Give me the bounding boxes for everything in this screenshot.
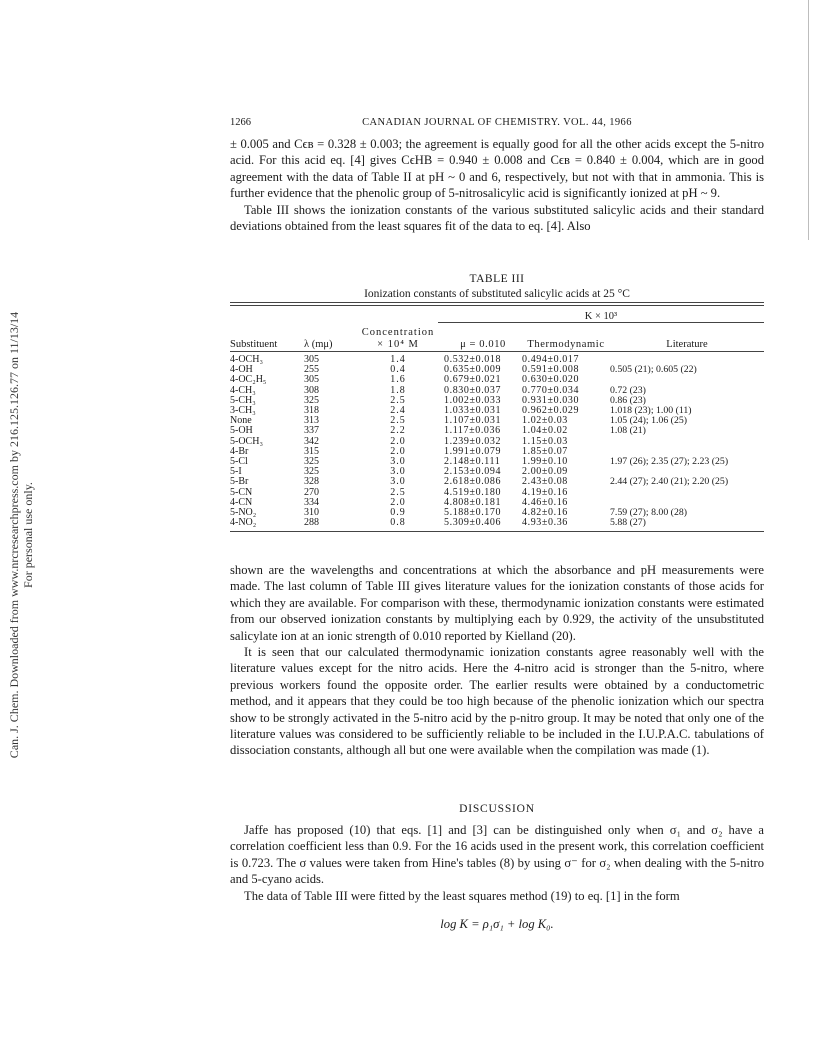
table-caption [230, 272, 764, 302]
cell-substituent: 5-NO₂ [230, 507, 257, 519]
cell-concentration: 1.6 [390, 374, 406, 386]
cell-thermodynamic: 0.931±0.030 [522, 394, 580, 406]
cell-thermodynamic: 1.04±0.02 [522, 425, 568, 437]
cell-literature: 5.88 (27) [610, 518, 764, 532]
cell-mu: 5.188±0.170 [444, 507, 502, 519]
cell-literature: 0.86 (23) [610, 394, 646, 406]
journal-title: CANADIAN JOURNAL OF CHEMISTRY. VOL. 44, 1966 [362, 117, 632, 128]
cell-substituent: 4-OC₂H₅ [230, 374, 267, 386]
cell-thermodynamic: 1.85±0.07 [522, 445, 568, 457]
cell-lambda: 328 [304, 476, 319, 488]
page-edge-line [808, 0, 809, 240]
cell-lambda: 255 [304, 364, 319, 376]
cell-thermodynamic: 0.591±0.008 [522, 364, 580, 376]
col-concentration [358, 323, 438, 352]
cell-substituent: 5-CH₃ [230, 394, 256, 406]
cell-substituent: 5-I [230, 466, 242, 478]
cell-substituent: 5-OCH₃ [230, 435, 263, 447]
watermark-line-1: Can. J. Chem. Downloaded from www.nrcresearchpress.com by 216.125.126.77 on 11/13/14 [7, 311, 21, 759]
cell-thermodynamic: 0.494±0.017 [522, 354, 580, 365]
cell-lambda: 270 [304, 486, 319, 498]
download-watermark [4, 270, 38, 800]
cell-literature: 1.97 (26); 2.35 (27); 2.23 (25) [610, 456, 729, 468]
cell-mu: 4.519±0.180 [444, 486, 502, 498]
cell-concentration: 3.0 [390, 466, 406, 478]
cell-mu: 2.153±0.094 [444, 466, 502, 478]
cell-substituent: 4-Br [230, 445, 249, 457]
cell-concentration: 3.0 [390, 456, 406, 468]
cell-lambda: 325 [304, 466, 319, 478]
cell-concentration: 1.8 [390, 384, 406, 396]
col-concentration-line1: Concentration [361, 327, 435, 338]
cell-thermodynamic: 0.962±0.029 [522, 405, 580, 417]
cell-substituent: 4-CH₃ [230, 384, 256, 396]
cell-lambda: 308 [304, 384, 319, 396]
cell-concentration: 2.4 [390, 405, 406, 417]
cell-mu: 1.991±0.079 [444, 445, 502, 457]
table-row [230, 518, 764, 532]
cell-literature [610, 488, 764, 498]
cell-concentration: 2.5 [390, 415, 406, 427]
paragraph: The data of Table III were fitted by the least squares method (19) to eq. [1] in the form [244, 888, 680, 903]
cell-substituent: 4-CN [230, 496, 253, 508]
page-number: 1266 [230, 117, 251, 128]
cell-concentration: 2.2 [390, 425, 406, 437]
cell-substituent: 5-CN [230, 486, 253, 498]
cell-mu: 1.002±0.033 [444, 394, 502, 406]
table-row [230, 352, 764, 366]
cell-thermodynamic: 2.43±0.08 [522, 476, 568, 488]
paragraph: Table III shows the ionization constants of the various substituted salicylic acids and their standard deviations obtained from the least squares fit of the data to eq. [4]. Also [230, 202, 764, 234]
paragraph: Jaffe has proposed (10) that eqs. [1] and [3] can be distinguished only when σ₁ and σ₂ have a correlation coefficient less than 0.9. For the 16 acids used in the present work, this correlation coefficient is 0.723. The σ values were taken from Hine's tables (8) by using σ⁻ for σ₂ when dealing with the 5-nitro and 5-cyano acids. [230, 823, 764, 887]
cell-mu: 1.117±0.036 [444, 425, 501, 437]
cell-mu: 5.309±0.406 [438, 518, 522, 532]
cell-lambda: 325 [304, 394, 319, 406]
cell-thermodynamic: 2.00±0.09 [522, 466, 568, 478]
cell-substituent: None [230, 415, 252, 427]
cell-literature: 1.08 (21) [610, 425, 646, 437]
cell-lambda: 315 [304, 445, 319, 457]
k-header: K × 10³ [438, 306, 764, 323]
cell-literature: 2.44 (27); 2.40 (21); 2.20 (25) [610, 476, 729, 488]
table-number: TABLE III [469, 273, 525, 285]
col-literature: Literature [610, 323, 764, 352]
cell-thermodynamic: 1.02±0.03 [522, 415, 568, 427]
cell-substituent: 5-OH [230, 425, 253, 437]
cell-mu: 1.033±0.031 [444, 405, 502, 417]
data-table [230, 306, 764, 532]
cell-concentration: 2.0 [390, 445, 406, 457]
cell-literature: 0.72 (23) [610, 384, 646, 396]
running-head-spacer [724, 117, 764, 128]
cell-literature: 0.505 (21); 0.605 (22) [610, 364, 697, 376]
cell-literature: 7.59 (27); 8.00 (28) [610, 507, 688, 519]
cell-thermodynamic: 0.770±0.034 [522, 384, 580, 396]
text-block-discussion [230, 822, 764, 904]
table-title: Ionization constants of substituted salicylic acids at 25 °C [364, 288, 630, 300]
cell-mu: 0.635±0.009 [444, 364, 502, 376]
paragraph: ± 0.005 and Cϵʙ = 0.328 ± 0.003; the agreement is equally good for all the other acids except the 5-nitro acid. For this acid eq. [4] gives CϵHB = 0.940 ± 0.008 and Cϵʙ = 0.840 ± 0.004, which are in good agreement with the data of Table II at pH ~ 0 and 6, respectively, but not with that in ammonia. This is further evidence that the phenolic group of 5-nitrosalicylic acid is significantly ionized at pH ~ 9. [230, 137, 764, 201]
paragraph: shown are the wavelengths and concentrations at which the absorbance and pH measurements were made. The last column of Table III gives literature values for the ionization constants of those acids for which they are available. For comparison with these, thermodynamic ionization constants were estimated from our observed ionization constants by multiplying each by 0.929, the activity of the unsubstituted salicylate ion at an ionic strength of 0.010 reported by Kielland (20). [230, 563, 764, 643]
watermark-line-2: For personal use only. [21, 482, 35, 588]
col-thermodynamic: Thermodynamic [522, 323, 610, 352]
cell-lambda: 288 [294, 518, 358, 532]
cell-literature [610, 352, 764, 366]
col-substituent: Substituent [230, 323, 294, 352]
cell-concentration: 3.0 [390, 476, 406, 488]
cell-concentration: 2.0 [390, 496, 406, 508]
cell-mu: 4.808±0.181 [444, 496, 502, 508]
cell-thermodynamic: 1.15±0.03 [522, 435, 568, 447]
cell-lambda: 318 [304, 405, 319, 417]
cell-mu: 2.618±0.086 [444, 476, 502, 488]
cell-substituent: 5-Br [230, 476, 249, 488]
cell-mu: 0.532±0.018 [444, 354, 502, 365]
cell-lambda: 342 [304, 435, 319, 447]
cell-thermodynamic: 4.93±0.36 [522, 518, 610, 532]
cell-thermodynamic: 4.19±0.16 [522, 486, 568, 498]
cell-literature: 1.018 (23); 1.00 (11) [610, 405, 692, 417]
cell-lambda: 305 [304, 374, 319, 386]
cell-concentration: 2.0 [390, 435, 406, 447]
col-concentration-line2: × 10⁴ M [377, 339, 419, 350]
cell-concentration: 1.4 [390, 354, 406, 365]
cell-lambda: 334 [304, 496, 319, 508]
cell-concentration: 2.5 [390, 486, 406, 498]
cell-lambda: 313 [304, 415, 319, 427]
cell-mu: 0.679±0.021 [444, 374, 502, 386]
cell-mu: 2.148±0.111 [444, 456, 501, 468]
cell-literature [610, 437, 764, 447]
cell-concentration: 0.8 [358, 518, 438, 532]
cell-lambda: 337 [304, 425, 319, 437]
col-mu: μ = 0.010 [438, 323, 522, 352]
cell-lambda: 305 [304, 354, 319, 365]
cell-concentration: 0.4 [390, 364, 406, 376]
cell-concentration: 2.5 [390, 394, 406, 406]
cell-substituent: 3-CH₃ [230, 405, 256, 417]
cell-substituent: 5-Cl [230, 456, 248, 468]
cell-thermodynamic: 4.46±0.16 [522, 496, 568, 508]
equation: log K = ρ₁σ₁ + log K₀. [440, 917, 554, 931]
cell-mu: 1.107±0.031 [444, 415, 502, 427]
cell-mu: 1.239±0.032 [444, 435, 502, 447]
cell-substituent: 4-NO₂ [230, 518, 294, 532]
cell-literature: 1.05 (24); 1.06 (25) [610, 415, 688, 427]
cell-substituent: 4-OH [230, 364, 253, 376]
paragraph: It is seen that our calculated thermodynamic ionization constants agree reasonably well with the literature values except for the nitro acids. Here the 4-nitro acid is stronger than the 5-nitro, where previous workers found the opposite order. The earlier results were obtained by a conductometric method, and it appears that they could be too high because of the phenolic ionization which our spectra show to be strongly activated in the 5-nitro acid by the p-nitro group. It may be noted that only one of the literature values was considered to be sufficiently reliable to be included in the I.U.P.A.C. tabulations of dissociation constants, although all but one were available when the compilation was made (1). [230, 645, 764, 758]
text-block-after-table [230, 562, 764, 759]
running-head [230, 117, 764, 128]
cell-lambda: 325 [304, 456, 319, 468]
cell-concentration: 0.9 [390, 507, 406, 519]
col-lambda: λ (mμ) [294, 323, 358, 352]
text-block-top [230, 136, 764, 234]
cell-substituent: 4-OCH₃ [230, 354, 263, 365]
cell-thermodynamic: 0.630±0.020 [522, 374, 580, 386]
table-iii [230, 302, 764, 532]
cell-thermodynamic: 1.99±0.10 [522, 456, 568, 468]
cell-thermodynamic: 4.82±0.16 [522, 507, 568, 519]
cell-lambda: 310 [304, 507, 319, 519]
cell-mu: 0.830±0.037 [444, 384, 502, 396]
discussion-heading: DISCUSSION [459, 803, 535, 815]
